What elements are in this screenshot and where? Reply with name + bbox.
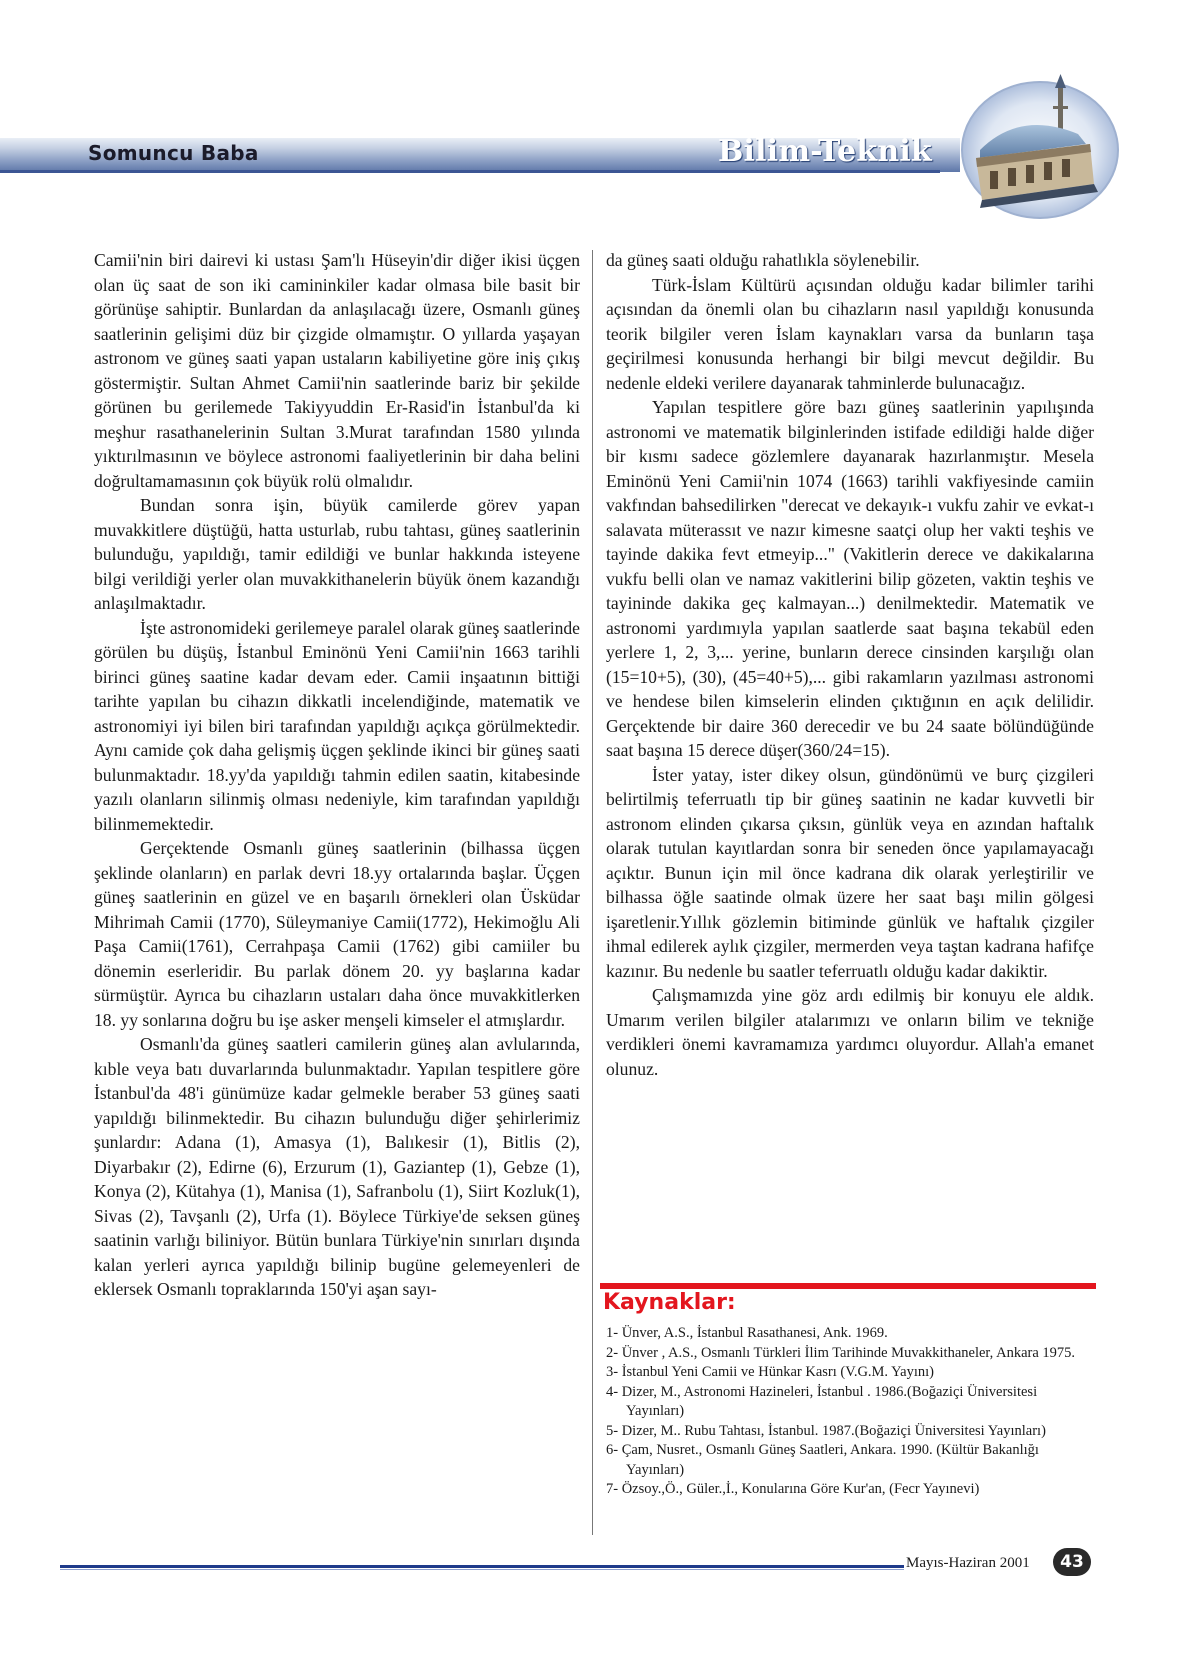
reference-item: 1- Ünver, A.S., İstanbul Rasathanesi, Ank. 1969. — [606, 1325, 888, 1341]
mosque-emblem-icon — [950, 72, 1120, 222]
article-right-column — [606, 248, 1094, 1081]
reference-item: 2- Ünver , A.S., Osmanlı Türkleri İlim Tarihinde Muvakkithaneler, Ankara 1975. — [606, 1344, 1076, 1361]
page-number: 43 — [1053, 1548, 1091, 1576]
footer-rule-thin — [60, 1569, 904, 1570]
reference-item: 4- Dizer, M., Astronomi Hazineleri, İstanbul . 1986.(Boğaziçi Üniversitesi Yayınları) — [606, 1383, 1038, 1419]
issue-date: Mayıs-Haziran 2001 — [906, 1555, 1030, 1571]
references-list — [606, 1324, 1096, 1500]
reference-item: 7- Özsoy.,Ö., Güler.,İ., Konularına Göre Kur'an, (Fecr Yayınevi) — [606, 1481, 980, 1497]
paragraph: İşte astronomideki gerilemeye paralel olarak güneş saatlerinde görülen bu düşüş, İstanbul Eminönü Yeni Camii'nin 1663 tarihli birinci güneş saatine kadar devam eder. Camii inşaatının bittiği tarihte yapılan bu cihazın dikkatli incelendiğinde, matematik ve astronomiyi iyi bilen biri tarafından yapıldığı açıkça görülmektedir. Aynı camide çok daha gelişmiş üçgen şeklinde ikinci bir güneş saati bulunmaktadır. 18.yy'da yapıldığı tahmin edilen saatin, kitabesinde yazılı olanların silinmiş olması nedeniyle, kim tarafından yapıldığı bilinmemektedir. — [94, 617, 580, 834]
article-left-column — [94, 248, 580, 1302]
paragraph: Camii'nin biri dairevi ki ustası Şam'lı Hüseyin'dir diğer ikisi üçgen olan üç saat de son iki camininkiler kadar olmasa bile basit bir görünüşe sahiptir. Bunlardan da anlaşılacağı üzere, Osmanlı güneş saatlerinin gelişimi düz bir çizgide olmamıştır. O yıllarda yaşayan astronom ve güneş saati yapan ustaların kabiliyetine göre iniş çıkış göstermiştir. Sultan Ahmet Camii'nin saatlerinde bariz bir şekilde görünen bu gerilemede Takiyyuddin Er-Rasid'in İstanbul'da ki meşhur rasathanelerinin Sultan 3.Murat tarafından 1580 yılında yıktırılmasının ve böylece astronomi faaliyetlerinin bir daha belini doğrultamamasının çok büyük rolü olmalıdır. — [94, 250, 580, 491]
reference-item: 3- İstanbul Yeni Camii ve Hünkar Kasrı (V.G.M. Yayını) — [606, 1364, 934, 1380]
paragraph: Gerçektende Osmanlı güneş saatlerinin (bilhassa üçgen şeklinde olanların) en parlak devri 18.yy ortalarında başlar. Üçgen güneş saatlerinin en güzel ve en başarılı örnekleri olan Üsküdar Mihrimah Camii (1770), Süleymaniye Camii(1772), Hekimoğlu Ali Paşa Camii(1761), Cerrahpaşa Camii (1762) gibi camiiler bu dönemin eserleridir. Bu parlak dönem 20. yy başlarına kadar sürmüştür. Ayrıca bu cihazların ustaları daha önce muvakkitlerken 18. yy sonlarına doğru bu işe asker menşeli kimseler el atmışlardır. — [94, 838, 580, 1030]
header-rule — [0, 170, 940, 173]
paragraph: İster yatay, ister dikey olsun, gündönümü ve burç çizgileri belirtilmiş teferruatlı tip bir güneş saatinin ne kadar kuvvetli bir astronom elinden çıkarsa çıksın, günlük veya en azından haftalık olarak tutulan kayıtlardan sonra bir seneden önce yapılamayacağı açıktır. Bunun için mil önce kadrana dik olarak yerleştirilir ve bilhassa öğle saatinde olmak üzere her saat başı milin gölgesi işaretlenir.Yıllık gözlemin bitiminde günlük ve haftalık çizgiler ihmal edilerek aylık çizgiler, mermerden veya taştan kadrana hafifçe kazınır. Bu nedenle bu saatler teferruatlı olduğu kadar dakiktir. — [606, 764, 1094, 981]
reference-item: 6- Çam, Nusret., Osmanlı Güneş Saatleri, Ankara. 1990. (Kültür Bakanlığı Yayınları) — [606, 1442, 1039, 1478]
magazine-name: Somuncu Baba — [88, 141, 259, 165]
section-title: Bilim-Teknik — [718, 134, 932, 169]
paragraph: Çalışmamızda yine göz ardı edilmiş bir konuyu ele aldık. Umarım verilen bilgiler atalarımızı ve onların bilim ve tekniğe verdikleri önemi kavramamıza yardımcı oluyordur. Allah'a emanet olunuz. — [606, 985, 1094, 1079]
footer-rule — [60, 1565, 904, 1568]
paragraph: da güneş saati olduğu rahatlıkla söylenebilir. — [606, 250, 920, 270]
column-divider — [592, 250, 593, 1535]
paragraph: Yapılan tespitlere göre bazı güneş saatlerinin yapılışında astronomi ve matematik bilginlerinden istifade edildiği halde diğer bir kısmı sadece gözlemlere dayanarak hazırlanmıştır. Mesela Eminönü Yeni Camii'nin 1074 (1663) tarihli vakfiyesinde camiin vakfından bahsedilirken "derecat ve dekayık-ı vukfu zahir ve evkat-ı salavata müterassıt ve nazır kimesne saatçi olup her vakti teşhis ve tayinde dakika fevt etmeyip..." (Vakitlerin derece ve dakikalarına vukfu belli olan ve namaz vakitlerini bilip gözeten, vaktin teşhis ve tayininde dakika geç kalmayan...) denilmektedir. Matematik ve astronomi yardımıyla yapılan saatlerde saat başına tekabül eden yerlere 1, 2, 3,... yerine, bunların derece cinsinden karşılığı olan (15=10+5), (30), (45=40+5),... gibi rakamların yazılması astronomi ve hendese bilen kimselerin elinden çıktığının en açık delilidir. Gerçektende bir daire 360 derecedir ve bu 24 saate bölündüğünde saat başına 15 derece düşer(360/24=15). — [606, 397, 1094, 760]
paragraph: Türk-İslam Kültürü açısından olduğu kadar bilimler tarihi açısından da önemli olan bu cihazların nasıl yapıldığı konusunda teorik bilgiler veren İslam kaynakları varsa da bunların taşa geçirilmesi konusunda herhangi bir bilgi mevcut değildir. Bu nedenle eldeki verilere dayanarak tahminlerde bulunacağız. — [606, 274, 1094, 393]
paragraph: Bundan sonra işin, büyük camilerde görev yapan muvakkitlere düştüğü, hatta usturlab, rubu tahtası, güneş saatlerinin bulunduğu, yapıldığı, tamir edildiği ve bunlar hakkında isteyene bilgi verildiği yerler olan muvakkithanelerin büyük önem kazandığı anlaşılmaktadır. — [94, 495, 580, 613]
paragraph: Osmanlı'da güneş saatleri camilerin güneş alan avlularında, kıble veya batı duvarlarında bulunmaktadır. Yapılan tespitlere göre İstanbul'da 48'i günümüze kadar gelmekle beraber 53 güneş saati yapıldığı bilinmektedir. Bu cihazın bulunduğu diğer şehirlerimiz şunlardır: Adana (1), Amasya (1), Balıkesir (1), Bitlis (2), Diyarbakır (2), Edirne (6), Erzurum (1), Gaziantep (1), Gebze (1), Konya (2), Kütahya (1), Manisa (1), Safranbolu (1), Siirt Kozluk(1), Sivas (2), Tavşanlı (2), Urfa (1). Böylece Türkiye'de seksen güneş saatinin varlığı biliniyor. Bütün bunlara Türkiye'nin sınırları dışında kalan yerleri ayrıca yapıldığı bilinip bugüne gelemeyenleri de eklersek Osmanlı topraklarında 150'yi aşan sayı- — [94, 1034, 580, 1299]
reference-item: 5- Dizer, M.. Rubu Tahtası, İstanbul. 1987.(Boğaziçi Üniversitesi Yayınları) — [606, 1422, 1046, 1439]
references-title: Kaynaklar: — [603, 1290, 736, 1315]
references-bar — [600, 1283, 1096, 1289]
